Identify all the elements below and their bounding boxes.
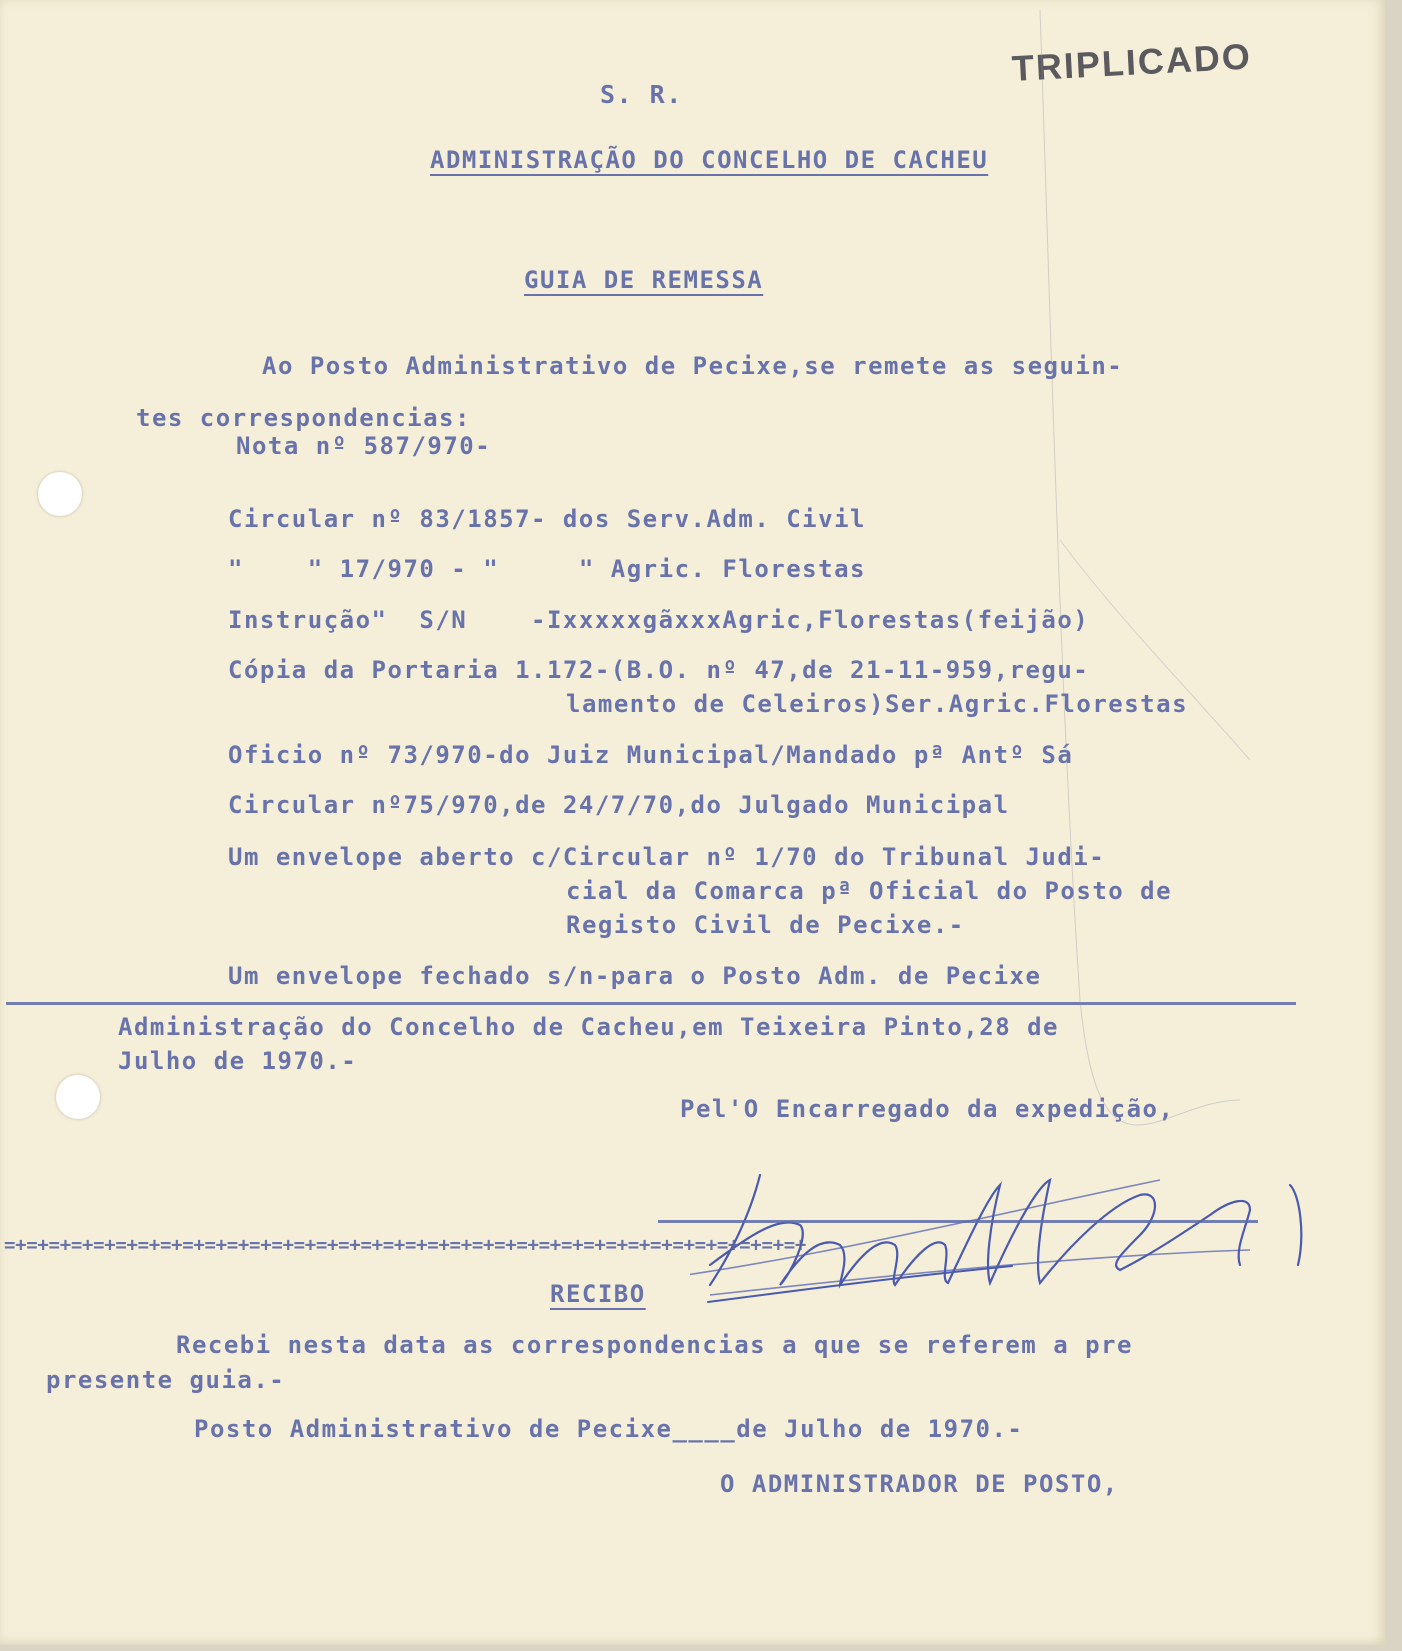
item-nota: Nota nº 587/970- xyxy=(236,432,492,460)
item-envelope-1-line-1: Um envelope aberto c/Circular nº 1/70 do Tribunal Judi- xyxy=(228,843,1106,871)
document-title: GUIA DE REMESSA xyxy=(524,266,764,294)
receipt-pen-stroke xyxy=(700,1262,1020,1312)
item-envelope-2: Um envelope fechado s/n-para o Posto Adm. de Pecixe xyxy=(228,962,1042,990)
intro-line-1: Ao Posto Administrativo de Pecixe,se remete as seguin- xyxy=(262,352,1124,380)
receipt-signer: O ADMINISTRADOR DE POSTO, xyxy=(720,1470,1119,1498)
dateline-line-2: Julho de 1970.- xyxy=(118,1047,358,1075)
administration-heading: ADMINISTRAÇÃO DO CONCELHO DE CACHEU xyxy=(430,146,989,174)
receipt-line-1: Recebi nesta data as correspondencias a que se referem a pre xyxy=(176,1331,1133,1359)
item-copia-line-1: Cópia da Portaria 1.172-(B.O. nº 47,de 21-11-959,regu- xyxy=(228,656,1090,684)
receipt-line-2: presente guia.- xyxy=(46,1366,286,1394)
item-circular-3: Circular nº75/970,de 24/7/70,do Julgado Municipal xyxy=(228,791,1010,819)
punch-hole-bottom xyxy=(56,1075,100,1119)
intro-line-2: tes correspondencias: xyxy=(136,404,471,432)
signature-underline xyxy=(658,1220,1258,1223)
item-instrucao: Instrução" S/N -IxxxxxgãxxxAgric,Florestas(feijão) xyxy=(228,606,1090,634)
item-circular-1: Circular nº 83/1857- dos Serv.Adm. Civil xyxy=(228,505,866,533)
divider-rule xyxy=(6,1002,1296,1005)
punch-hole-top xyxy=(38,472,82,516)
triplicado-stamp: TRIPLICADO xyxy=(1010,35,1253,89)
item-oficio: Oficio nº 73/970-do Juiz Municipal/Mandado pª Antº Sá xyxy=(228,741,1074,769)
receipt-title: RECIBO xyxy=(550,1280,646,1308)
sr-heading: S. R. xyxy=(600,80,683,109)
separator-line: =+=+=+=+=+=+=+=+=+=+=+=+=+=+=+=+=+=+=+=+=+=+=+=+=+=+=+=+=+=+=+=+=+=+=+=+ xyxy=(4,1234,807,1256)
item-envelope-1-line-3: Registo Civil de Pecixe.- xyxy=(566,911,965,939)
item-envelope-1-line-2: cial da Comarca pª Oficial do Posto de xyxy=(566,877,1173,905)
item-circular-2: " " 17/970 - " " Agric. Florestas xyxy=(228,555,866,583)
signature-label: Pel'O Encarregado da expedição, xyxy=(680,1095,1175,1123)
receipt-place-date: Posto Administrativo de Pecixe____de Julho de 1970.- xyxy=(194,1415,1024,1443)
item-copia-line-2: lamento de Celeiros)Ser.Agric.Florestas xyxy=(566,690,1189,718)
dateline-line-1: Administração do Concelho de Cacheu,em Teixeira Pinto,28 de xyxy=(118,1013,1060,1041)
